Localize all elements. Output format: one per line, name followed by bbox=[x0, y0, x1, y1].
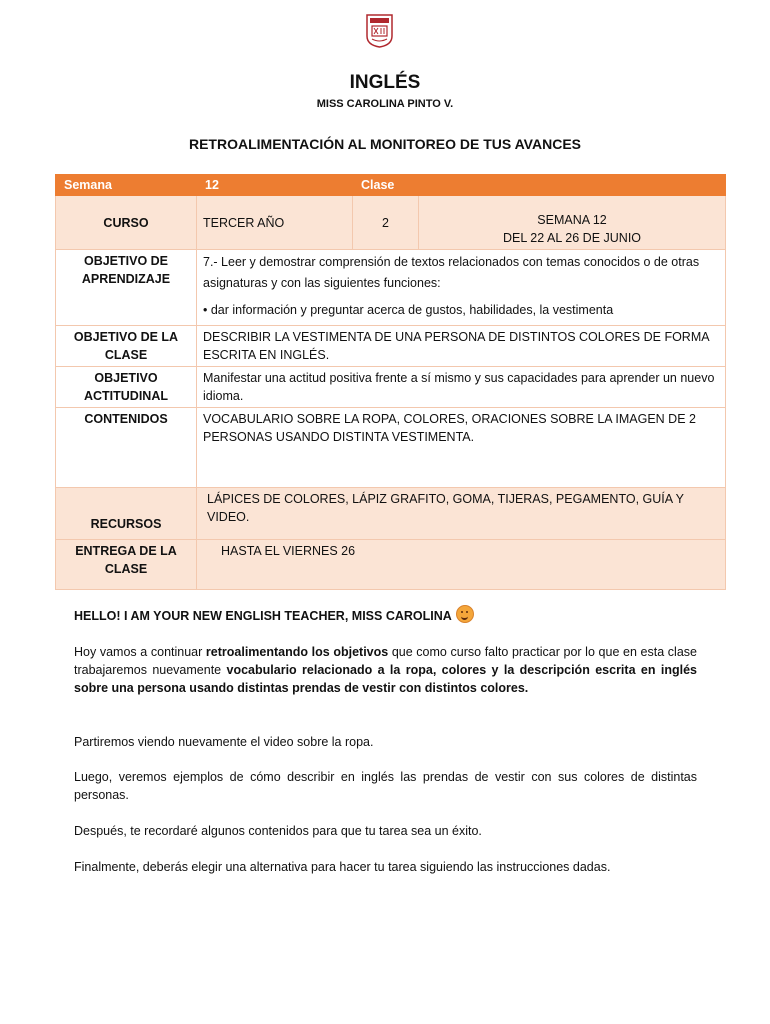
paragraph-text: Partiremos viendo nuevamente el video sobre la ropa. bbox=[74, 735, 374, 749]
paragraph-text: Después, te recordaré algunos contenidos para que tu tarea sea un éxito. bbox=[74, 824, 482, 838]
objetivo-aprendizaje-text bbox=[197, 250, 726, 326]
school-crest-logo bbox=[366, 14, 393, 48]
curso-row bbox=[56, 196, 726, 250]
curso-value: TERCER AÑO bbox=[197, 196, 353, 250]
semana-dates bbox=[419, 196, 726, 250]
greeting bbox=[74, 605, 474, 623]
paragraph-text: Luego, veremos ejemplos de cómo describir en inglés las prendas de vestir con sus colores de distintas personas. bbox=[74, 770, 697, 802]
semana-value: 12 bbox=[197, 175, 353, 196]
objetivo-actitudinal-label bbox=[56, 367, 197, 408]
label-line: OBJETIVO DE LA bbox=[73, 330, 179, 344]
semana-line: SEMANA 12 bbox=[537, 212, 607, 227]
text-span: Hoy vamos a continuar bbox=[74, 645, 206, 659]
paragraph-text: Finalmente, deberás elegir una alternativa para hacer tu tarea siguiendo las instrucciones dadas. bbox=[74, 860, 611, 874]
label-line: ENTREGA DE LA bbox=[75, 544, 177, 558]
recursos-label: RECURSOS bbox=[56, 488, 197, 540]
entrega-text: HASTA EL VIERNES 26 bbox=[197, 540, 726, 590]
bold-span: vocabulario relacionado a la ropa, colores y la descripción escrita en inglés sobre una persona usando distintas prendas de vestir con distintos colores. bbox=[74, 663, 697, 695]
label-line: OBJETIVO DE bbox=[83, 254, 169, 268]
section-subtitle: RETROALIMENTACIÓN AL MONITOREO DE TUS AVANCES bbox=[188, 136, 581, 152]
paragraph-contents bbox=[74, 822, 697, 840]
objetivo-clase-text: DESCRIBIR LA VESTIMENTA DE UNA PERSONA DE DISTINTOS COLORES DE FORMA ESCRITA EN INGLÉS. bbox=[197, 326, 726, 367]
objetivo-actitudinal-row bbox=[56, 367, 726, 408]
contenidos-label: CONTENIDOS bbox=[56, 408, 197, 488]
label-line: CLASE bbox=[104, 348, 148, 362]
smiling-face-icon bbox=[456, 605, 474, 623]
entrega-row bbox=[56, 540, 726, 590]
label-line: ACTITUDINAL bbox=[83, 389, 168, 403]
curso-label: CURSO bbox=[56, 196, 197, 250]
lesson-plan-table bbox=[55, 174, 726, 590]
objetivo-aprendizaje-label bbox=[56, 250, 197, 326]
greeting-text: HELLO! I AM YOUR NEW ENGLISH TEACHER, MISS CAROLINA bbox=[74, 609, 452, 623]
paragraph-video bbox=[74, 733, 697, 751]
paragraph-examples bbox=[74, 768, 697, 804]
paragraph-intro bbox=[74, 643, 697, 697]
objetivo-aprendizaje-row bbox=[56, 250, 726, 326]
contenidos-text: VOCABULARIO SOBRE LA ROPA, COLORES, ORACIONES SOBRE LA IMAGEN DE 2 PERSONAS USANDO DISTINTA VESTIMENTA. bbox=[197, 408, 726, 488]
text-span: que como curso falto practicar por lo que en esta clase trabajaremos nuevamente bbox=[74, 645, 697, 677]
page-title: INGLÉS bbox=[349, 72, 421, 93]
entrega-label bbox=[56, 540, 197, 590]
label-line: APRENDIZAJE bbox=[81, 272, 171, 286]
label-line: CLASE bbox=[104, 562, 148, 576]
table-header-row bbox=[56, 175, 726, 196]
dates-line: DEL 22 AL 26 DE JUNIO bbox=[502, 230, 642, 245]
paragraph-final bbox=[74, 858, 697, 876]
semana-label: Semana bbox=[56, 175, 197, 196]
label-line: OBJETIVO bbox=[94, 371, 158, 385]
objetivo-actitudinal-text: Manifestar una actitud positiva frente a sí mismo y sus capacidades para aprender un nuevo idioma. bbox=[197, 367, 726, 408]
bold-span: retroalimentando los objetivos bbox=[205, 645, 389, 659]
clase-label: Clase bbox=[353, 175, 726, 196]
recursos-text: LÁPICES DE COLORES, LÁPIZ GRAFITO, GOMA, TIJERAS, PEGAMENTO, GUÍA Y VIDEO. bbox=[197, 488, 726, 540]
objective-text: 7.- Leer y demostrar comprensión de textos relacionados con temas conocidos o de otras asignaturas y con las siguientes funciones: bbox=[203, 255, 700, 290]
objetivo-clase-label bbox=[56, 326, 197, 367]
recursos-row bbox=[56, 488, 726, 540]
objective-bullet: • dar información y preguntar acerca de gustos, habilidades, la vestimenta bbox=[203, 303, 614, 317]
objetivo-clase-row bbox=[56, 326, 726, 367]
teacher-name: MISS CAROLINA PINTO V. bbox=[316, 98, 454, 110]
clase-value: 2 bbox=[353, 196, 419, 250]
contenidos-row bbox=[56, 408, 726, 488]
